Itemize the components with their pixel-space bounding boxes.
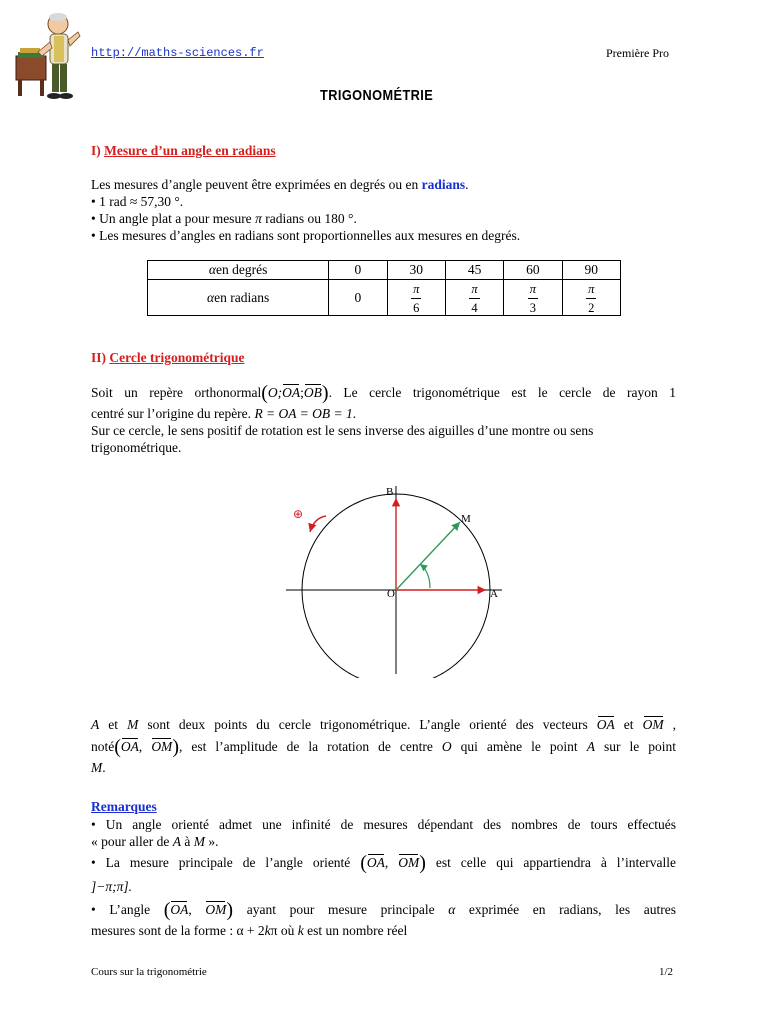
table-row-radians bbox=[148, 280, 621, 316]
table-cell: $\frac{\pi}{2}$ bbox=[562, 280, 620, 316]
center-line: centré sur l’origine du repère. R = OA = OB = 1. bbox=[91, 406, 357, 421]
rotation-sense-text: Sur ce cercle, le sens positif de rotation est le sens inverse des aiguilles d’une montre ou sens trigonométrique. bbox=[91, 423, 594, 455]
oriented-angle-line-2: noté(OA, OM), est l’amplitude de la rotation de centre O qui amène le point A sur le point bbox=[91, 736, 676, 758]
table-cell: 0 bbox=[329, 261, 387, 280]
rotation-direction-arrow bbox=[310, 516, 326, 532]
orthonormal-line: Soit un repère orthonormal(O;OA;OB). Le cercle trigonométrique est le cercle de rayon 1 bbox=[91, 382, 676, 404]
section-1-title: Mesure d’un angle en radians bbox=[104, 143, 276, 158]
table-row-degrees bbox=[148, 261, 621, 280]
table-cell: 45 bbox=[445, 261, 503, 280]
positive-sign-icon: ⊕ bbox=[293, 507, 304, 521]
remark-3-line-2: mesures sont de la forme : α + 2kπ où k est un nombre réel bbox=[91, 923, 408, 938]
remark-3-line-1: • L’angle (OA, OM) ayant pour mesure principale α exprimée en radians, les autres bbox=[91, 899, 676, 921]
remark-1-line-2: « pour aller de A à M ». bbox=[91, 834, 219, 849]
section-2-title: Cercle trigonométrique bbox=[109, 350, 245, 365]
table-header-degrees: αen degrés bbox=[148, 261, 329, 280]
table-cell: 30 bbox=[387, 261, 445, 280]
point-O-label: O bbox=[387, 588, 395, 600]
oriented-angle-line-1: A et M sont deux points du cercle trigonométrique. L’angle orienté des vecteurs OA et OM , bbox=[91, 717, 677, 732]
oriented-angle-line-3: M. bbox=[91, 760, 106, 775]
table-cell: 60 bbox=[504, 261, 562, 280]
table-header-radians: αen radians bbox=[148, 280, 329, 316]
remark-2-line-1: • La mesure principale de l’angle orienté (OA, OM) est celle qui appartiendra à l’intervalle bbox=[91, 852, 676, 874]
bullet-flat-angle: • Un angle plat a pour mesure π radians ou 180 °. bbox=[91, 211, 357, 226]
angle-arc bbox=[420, 564, 430, 588]
vector-OM bbox=[396, 522, 460, 590]
point-M-label: M bbox=[461, 513, 471, 525]
degree-radian-table bbox=[147, 260, 621, 316]
table-cell: $\frac{\pi}{4}$ bbox=[445, 280, 503, 316]
section-1-body bbox=[91, 176, 691, 244]
point-A-label: A bbox=[490, 588, 498, 600]
section-2-paragraph bbox=[91, 384, 676, 456]
radians-highlight: radians bbox=[421, 177, 466, 192]
bullet-rad-conversion: • 1 rad ≈ 57,30 °. bbox=[91, 194, 184, 209]
remarks-heading: Remarques bbox=[91, 799, 157, 814]
course-level: Première Pro bbox=[606, 46, 669, 60]
remarks-body bbox=[91, 816, 676, 939]
remark-2-interval: ]−π;π]. bbox=[91, 879, 133, 894]
table-cell: $\frac{\pi}{3}$ bbox=[504, 280, 562, 316]
oriented-angle-paragraph bbox=[91, 716, 676, 776]
point-B-label: B bbox=[386, 486, 394, 498]
site-url-link[interactable]: http://maths-sciences.fr bbox=[91, 46, 264, 60]
table-cell: 0 bbox=[329, 280, 387, 316]
teacher-mascot-illustration bbox=[14, 12, 84, 104]
section-2-heading bbox=[91, 350, 244, 366]
remark-1-line-1: • Un angle orienté admet une infinité de mesures dépendant des nombres de tours effectués bbox=[91, 817, 676, 832]
bullet-proportional: • Les mesures d’angles en radians sont proportionnelles aux mesures en degrés. bbox=[91, 228, 521, 243]
section-2-number: II) bbox=[91, 350, 107, 365]
section-1-number: I) bbox=[91, 143, 101, 158]
intro-line: Les mesures d’angle peuvent être exprimées en degrés ou en radians. bbox=[91, 177, 469, 192]
section-1-heading bbox=[91, 143, 276, 159]
table-cell: 90 bbox=[562, 261, 620, 280]
footer-page-number: 1/2 bbox=[659, 966, 674, 978]
trigonometric-circle-figure bbox=[280, 478, 510, 678]
table-cell: $\frac{\pi}{6}$ bbox=[387, 280, 445, 316]
page-title: TRIGONOMÉTRIE bbox=[320, 87, 434, 104]
footer-course-name: Cours sur la trigonométrie bbox=[91, 966, 207, 978]
